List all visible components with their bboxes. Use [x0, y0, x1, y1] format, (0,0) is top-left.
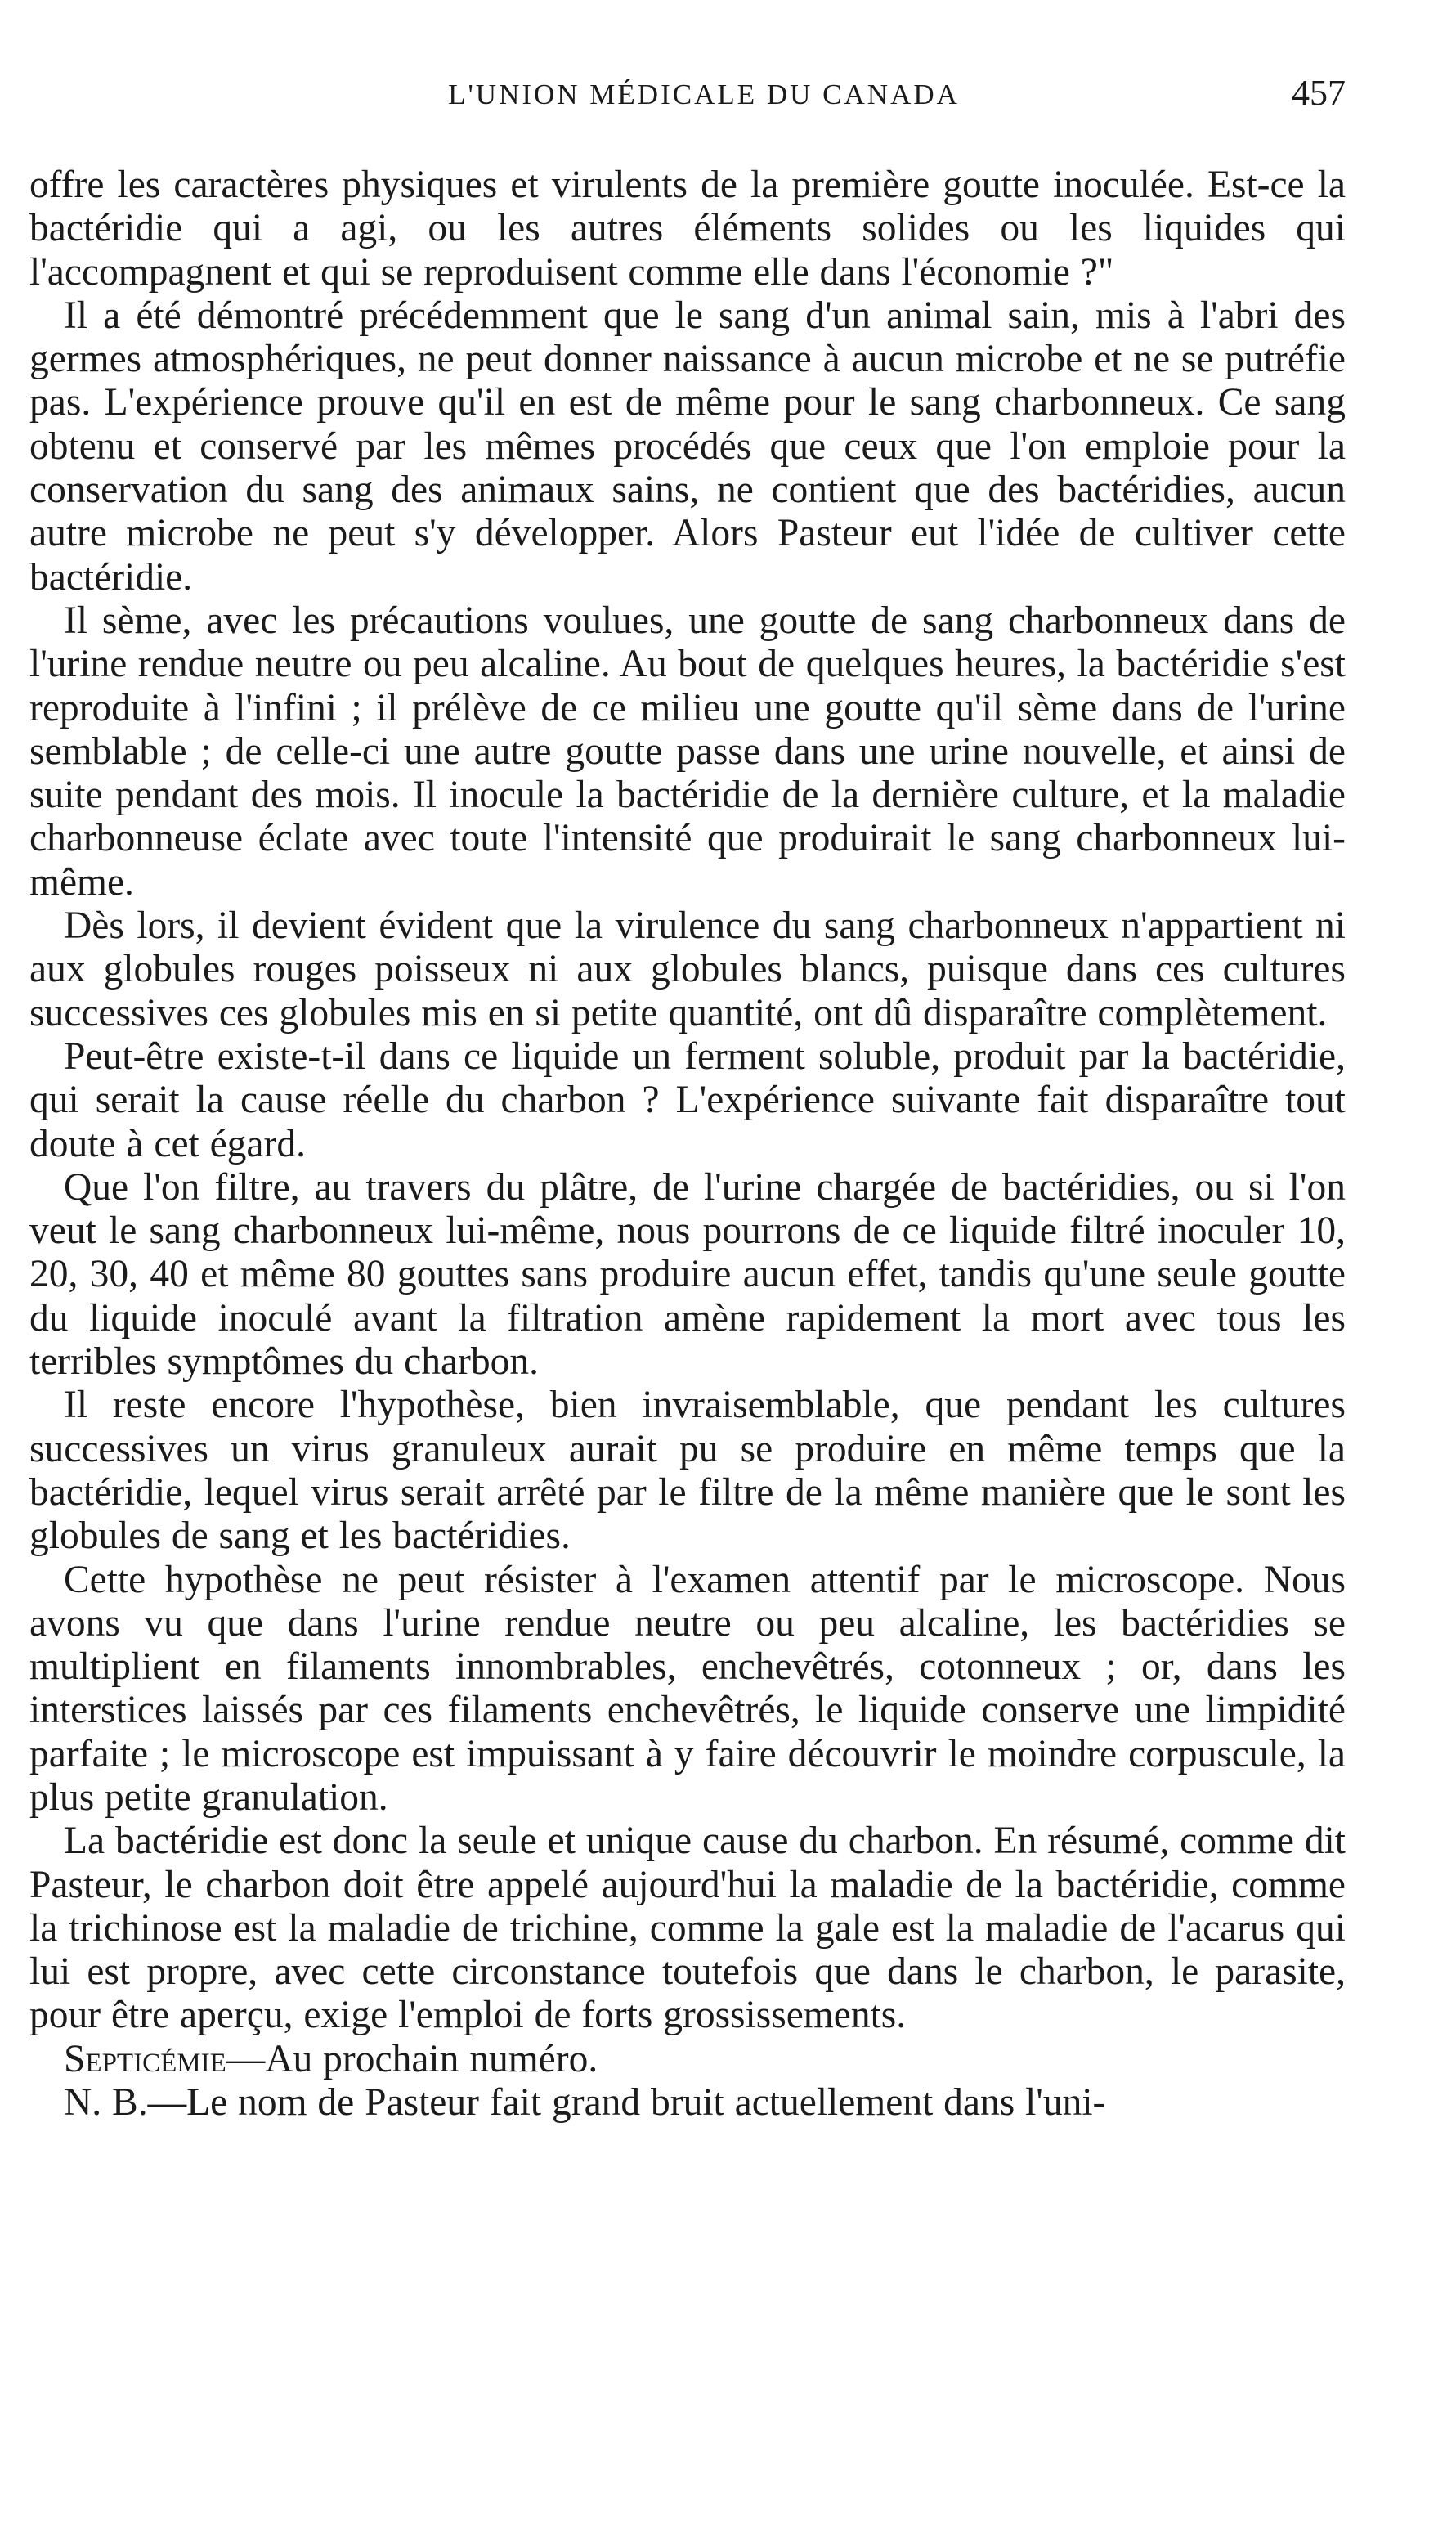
nb-text: —Le nom de Pasteur fait grand bruit actuellement dans l'uni-	[147, 2081, 1106, 2125]
nb-note	[29, 2081, 1346, 2125]
paragraph: Cette hypothèse ne peut résister à l'examen attentif par le microscope. Nous avons vu que dans l'urine rendue neutre ou peu alcaline, les bactéridies se multiplient en filaments innombrables, enchevêtrés, cotonneux ; or, dans les interstices laissés par ces filaments enchevêtrés, le liquide conserve une limpidité parfaite ; le microscope est impuissant à y faire découvrir le moindre corpuscule, la plus petite granulation.	[29, 1558, 1346, 1819]
septicemie-note	[29, 2038, 1346, 2081]
paragraph: Peut-être existe-t-il dans ce liquide un ferment soluble, produit par la bactéridie, qui serait la cause réelle du charbon ? L'expérience suivante fait disparaître tout doute à cet égard.	[29, 1034, 1346, 1165]
septicemie-text: —Au prochain numéro.	[226, 2037, 598, 2080]
page-number: 457	[1292, 73, 1346, 113]
document-page	[29, 73, 1346, 2125]
paragraph: Il sème, avec les précautions voulues, une goutte de sang charbonneux dans de l'urine rendue neutre ou peu alcaline. Au bout de quelques heures, la bactéridie s'est reproduite à l'infini ; il prélève de ce milieu une goutte qu'il sème dans de l'urine semblable ; de celle-ci une autre goutte passe dans une urine nouvelle, et ainsi de suite pendant des mois. Il inocule la bactéridie de la dernière culture, et la maladie charbonneuse éclate avec toute l'intensité que produirait le sang charbonneux lui-même.	[29, 599, 1346, 904]
paragraph: Il a été démontré précédemment que le sang d'un animal sain, mis à l'abri des germes atmosphériques, ne peut donner naissance à aucun microbe et ne se putréfie pas. L'expérience prouve qu'il en est de même pour le sang charbonneux. Ce sang obtenu et conservé par les mêmes procédés que ceux que l'on emploie pour la conservation du sang des animaux sains, ne contient que des bactéridies, aucun autre microbe ne peut s'y développer. Alors Pasteur eut l'idée de cultiver cette bactéridie.	[29, 294, 1346, 599]
paragraph: La bactéridie est donc la seule et unique cause du charbon. En résumé, comme dit Pasteur, le charbon doit être appelé aujourd'hui la maladie de la bactéridie, comme la trichinose est la maladie de trichine, comme la gale est la maladie de l'acarus qui lui est propre, avec cette circonstance toutefois que dans le charbon, le parasite, pour être aperçu, exige l'emploi de forts grossissements.	[29, 1820, 1346, 2037]
paragraph: offre les caractères physiques et virulents de la première goutte inoculée. Est-ce la bactéridie qui a agi, ou les autres éléments solides ou les liquides qui l'accompagnent et qui se reproduisent comme elle dans l'économie ?"	[29, 164, 1346, 294]
running-title: L'UNION MÉDICALE DU CANADA	[448, 79, 960, 110]
page-header	[29, 73, 1346, 128]
nb-label: N. B.	[64, 2081, 148, 2125]
article-body	[29, 164, 1346, 2125]
paragraph: Dès lors, il devient évident que la virulence du sang charbonneux n'appartient ni aux globules rouges poisseux ni aux globules blancs, puisque dans ces cultures successives ces globules mis en si petite quantité, ont dû disparaître complètement.	[29, 904, 1346, 1034]
septicemie-label: Septicémie	[64, 2037, 226, 2080]
paragraph: Il reste encore l'hypothèse, bien invraisemblable, que pendant les cultures successives un virus granuleux aurait pu se produire en même temps que la bactéridie, lequel virus serait arrêté par le filtre de la même manière que le sont les globules de sang et les bactéridies.	[29, 1384, 1346, 1558]
paragraph: Que l'on filtre, au travers du plâtre, de l'urine chargée de bactéridies, ou si l'on veut le sang charbonneux lui-même, nous pourrons de ce liquide filtré inoculer 10, 20, 30, 40 et même 80 gouttes sans produire aucun effet, tandis qu'une seule goutte du liquide inoculé avant la filtration amène rapidement la mort avec tous les terribles symptômes du charbon.	[29, 1165, 1346, 1384]
